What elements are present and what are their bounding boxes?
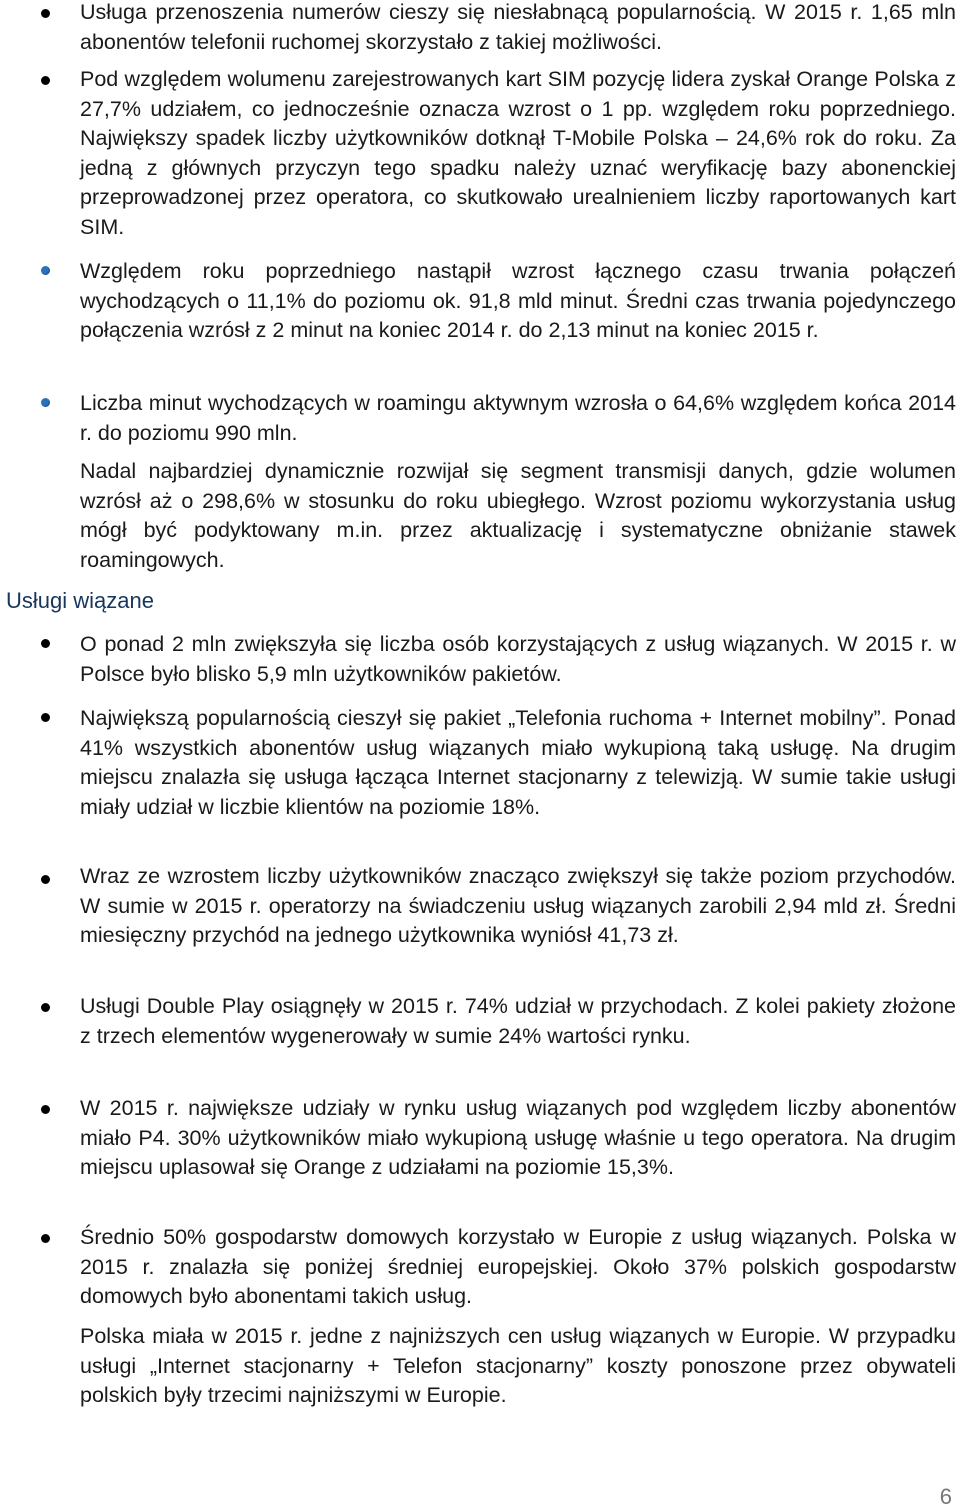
bullet-icon	[41, 398, 50, 407]
list-item: Średnio 50% gospodarstw domowych korzystało w Europie z usług wiązanych. Polska w 2015 r. znalazła się poniżej średniej europejskiej. Około 37% polskich gospodarstw domowych było abonentami takich usług.	[80, 1225, 956, 1308]
bullet-icon	[41, 1234, 50, 1243]
list-item: Liczba minut wychodzących w roamingu aktywnym wzrosła o 64,6% względem końca 2014 r. do poziomu 990 mln.	[80, 391, 956, 445]
bullet-icon	[41, 875, 50, 884]
list-item: W 2015 r. największe udziały w rynku usług wiązanych pod względem liczby abonentów miało P4. 30% użytkowników miało wykupioną usługę właśnie u tego operatora. Na drugim miejscu uplasował się Orange z udziałami na poziomie 15,3%.	[80, 1096, 956, 1179]
list-item: Wraz ze wzrostem liczby użytkowników znacząco zwiększył się także poziom przychodów. W sumie w 2015 r. operatorzy na świadczeniu usług wiązanych zarobili 2,94 mld zł. Średni miesięczny przychód na jednego użytkownika wyniósł 41,73 zł.	[80, 864, 956, 947]
list-item: Usługa przenoszenia numerów cieszy się niesłabnącą popularnością. W 2015 r. 1,65 mln abonentów telefonii ruchomej skorzystało z takiej możliwości.	[80, 0, 956, 54]
bullet-icon	[41, 9, 50, 18]
list-item: Usługi Double Play osiągnęły w 2015 r. 74% udział w przychodach. Z kolei pakiety złożone z trzech elementów wygenerowały w sumie 24% wartości rynku.	[80, 994, 956, 1048]
section-heading: Usługi wiązane	[6, 588, 154, 613]
bullet-icon	[41, 1105, 50, 1114]
paragraph: Polska miała w 2015 r. jedne z najniższych cen usług wiązanych w Europie. W przypadku usługi „Internet stacjonarny + Telefon stacjonarny” koszty ponoszone przez obywateli polskich były trzecimi najniższymi w Europie.	[80, 1324, 956, 1407]
list-item: Największą popularnością cieszył się pakiet „Telefonia ruchoma + Internet mobilny”. Ponad 41% wszystkich abonentów usług wiązanych miało wykupioną taką usługę. Na drugim miejscu znalazła się usługa łącząca Internet stacjonarny z telewizją. W sumie takie usługi miały udział w liczbie klientów na poziomie 18%.	[80, 706, 956, 819]
bullet-icon	[41, 1003, 50, 1012]
paragraph: Nadal najbardziej dynamicznie rozwijał się segment transmisji danych, gdzie wolumen wzrósł aż o 298,6% w stosunku do roku ubiegłego. Wzrost poziomu wykorzystania usług mógł być podyktowany m.in. przez aktualizację i systematyczne obniżanie stawek roamingowych.	[80, 459, 956, 572]
bullet-icon	[41, 639, 50, 648]
bullet-icon	[41, 76, 50, 85]
bullet-icon	[41, 266, 50, 275]
list-item: Względem roku poprzedniego nastąpił wzrost łącznego czasu trwania połączeń wychodzących o 11,1% do poziomu ok. 91,8 mld minut. Średni czas trwania pojedynczego połączenia wzrósł z 2 minut na koniec 2014 r. do 2,13 minut na koniec 2015 r.	[80, 259, 956, 342]
bullet-icon	[41, 713, 50, 722]
list-item: Pod względem wolumenu zarejestrowanych kart SIM pozycję lidera zyskał Orange Polska z 27,7% udziałem, co jednocześnie oznacza wzrost o 1 pp. względem roku poprzedniego. Największy spadek liczby użytkowników dotknął T-Mobile Polska – 24,6% rok do roku. Za jedną z głównych przyczyn tego spadku należy uznać weryfikację bazy abonenckiej przeprowadzonej przez operatora, co skutkowało urealnieniem liczby raportowanych kart SIM.	[80, 67, 956, 239]
page-number: 6	[939, 1484, 952, 1509]
list-item: O ponad 2 mln zwiększyła się liczba osób korzystających z usług wiązanych. W 2015 r. w Polsce było blisko 5,9 mln użytkowników pakietów.	[80, 632, 956, 686]
